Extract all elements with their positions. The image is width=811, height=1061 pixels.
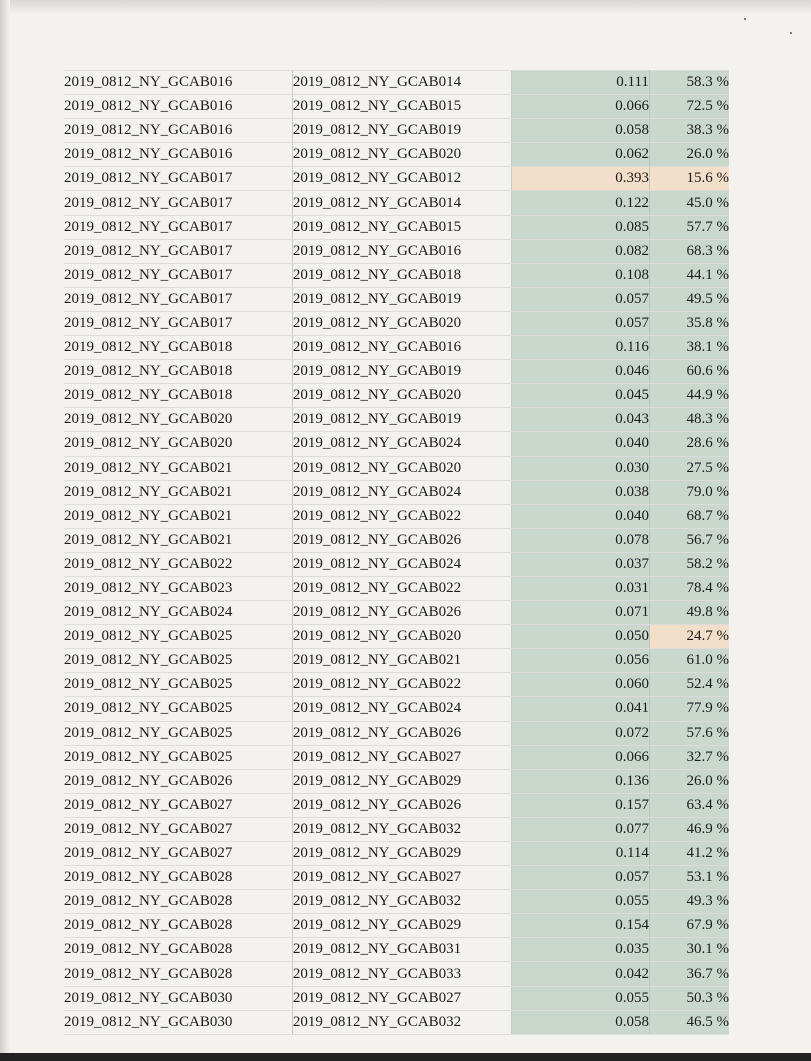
percentage-cell: 49.3 %: [649, 890, 729, 914]
table-row: [64, 625, 729, 649]
sample-b-cell: 2019_0812_NY_GCAB015: [292, 95, 512, 119]
percentage-cell: 53.1 %: [649, 866, 729, 890]
sample-b-cell: 2019_0812_NY_GCAB018: [292, 263, 512, 287]
table-row: [64, 938, 729, 962]
table-row: [64, 480, 729, 504]
sample-a-cell: 2019_0812_NY_GCAB017: [64, 287, 292, 311]
sample-a-cell: 2019_0812_NY_GCAB016: [64, 71, 292, 95]
distance-value-cell: 0.056: [512, 649, 650, 673]
table-row: [64, 504, 729, 528]
sample-a-cell: 2019_0812_NY_GCAB018: [64, 384, 292, 408]
distance-value-cell: 0.058: [512, 1010, 650, 1034]
scan-edge-bottom: [0, 1053, 811, 1061]
distance-value-cell: 0.066: [512, 95, 650, 119]
sample-a-cell: 2019_0812_NY_GCAB024: [64, 601, 292, 625]
table-row: [64, 721, 729, 745]
percentage-cell: 46.9 %: [649, 817, 729, 841]
sample-b-cell: 2019_0812_NY_GCAB032: [292, 890, 512, 914]
sample-b-cell: 2019_0812_NY_GCAB020: [292, 384, 512, 408]
sample-b-cell: 2019_0812_NY_GCAB021: [292, 649, 512, 673]
sample-b-cell: 2019_0812_NY_GCAB029: [292, 842, 512, 866]
percentage-cell: 57.7 %: [649, 215, 729, 239]
distance-value-cell: 0.085: [512, 215, 650, 239]
table-row: [64, 239, 729, 263]
distance-value-cell: 0.082: [512, 239, 650, 263]
sample-a-cell: 2019_0812_NY_GCAB027: [64, 793, 292, 817]
percentage-cell: 38.1 %: [649, 336, 729, 360]
sample-b-cell: 2019_0812_NY_GCAB012: [292, 167, 512, 191]
percentage-cell: 32.7 %: [649, 745, 729, 769]
scan-speck: [744, 18, 746, 20]
distance-value-cell: 0.037: [512, 552, 650, 576]
distance-value-cell: 0.055: [512, 986, 650, 1010]
sample-a-cell: 2019_0812_NY_GCAB025: [64, 673, 292, 697]
sample-b-cell: 2019_0812_NY_GCAB020: [292, 143, 512, 167]
sample-a-cell: 2019_0812_NY_GCAB018: [64, 336, 292, 360]
percentage-cell: 68.3 %: [649, 239, 729, 263]
sample-a-cell: 2019_0812_NY_GCAB021: [64, 456, 292, 480]
sample-b-cell: 2019_0812_NY_GCAB019: [292, 287, 512, 311]
sample-a-cell: 2019_0812_NY_GCAB028: [64, 938, 292, 962]
sample-b-cell: 2019_0812_NY_GCAB020: [292, 625, 512, 649]
table-row: [64, 71, 729, 95]
table-row: [64, 119, 729, 143]
sample-a-cell: 2019_0812_NY_GCAB017: [64, 311, 292, 335]
distance-value-cell: 0.077: [512, 817, 650, 841]
percentage-cell: 49.5 %: [649, 287, 729, 311]
table-row: [64, 167, 729, 191]
sample-b-cell: 2019_0812_NY_GCAB026: [292, 601, 512, 625]
percentage-cell: 48.3 %: [649, 408, 729, 432]
percentage-cell: 30.1 %: [649, 938, 729, 962]
distance-value-cell: 0.114: [512, 842, 650, 866]
distance-value-cell: 0.030: [512, 456, 650, 480]
sample-a-cell: 2019_0812_NY_GCAB016: [64, 95, 292, 119]
sample-b-cell: 2019_0812_NY_GCAB026: [292, 721, 512, 745]
sample-a-cell: 2019_0812_NY_GCAB025: [64, 721, 292, 745]
distance-value-cell: 0.157: [512, 793, 650, 817]
distance-value-cell: 0.060: [512, 673, 650, 697]
table-row: [64, 673, 729, 697]
sample-b-cell: 2019_0812_NY_GCAB022: [292, 504, 512, 528]
table-row: [64, 384, 729, 408]
distance-value-cell: 0.111: [512, 71, 650, 95]
sample-b-cell: 2019_0812_NY_GCAB024: [292, 432, 512, 456]
distance-value-cell: 0.038: [512, 480, 650, 504]
distance-value-cell: 0.031: [512, 576, 650, 600]
percentage-cell: 46.5 %: [649, 1010, 729, 1034]
sample-a-cell: 2019_0812_NY_GCAB021: [64, 528, 292, 552]
comparison-table: [64, 70, 729, 1035]
percentage-cell: 72.5 %: [649, 95, 729, 119]
distance-value-cell: 0.078: [512, 528, 650, 552]
sample-b-cell: 2019_0812_NY_GCAB026: [292, 793, 512, 817]
distance-value-cell: 0.055: [512, 890, 650, 914]
sample-a-cell: 2019_0812_NY_GCAB025: [64, 697, 292, 721]
sample-b-cell: 2019_0812_NY_GCAB019: [292, 408, 512, 432]
sample-b-cell: 2019_0812_NY_GCAB019: [292, 360, 512, 384]
table-row: [64, 456, 729, 480]
percentage-cell: 44.1 %: [649, 263, 729, 287]
sample-b-cell: 2019_0812_NY_GCAB020: [292, 311, 512, 335]
table-row: [64, 890, 729, 914]
percentage-cell: 61.0 %: [649, 649, 729, 673]
distance-value-cell: 0.045: [512, 384, 650, 408]
distance-value-cell: 0.108: [512, 263, 650, 287]
table-row: [64, 866, 729, 890]
sample-a-cell: 2019_0812_NY_GCAB025: [64, 649, 292, 673]
table-row: [64, 311, 729, 335]
sample-b-cell: 2019_0812_NY_GCAB033: [292, 962, 512, 986]
percentage-cell: 58.2 %: [649, 552, 729, 576]
percentage-cell: 15.6 %: [649, 167, 729, 191]
percentage-cell: 24.7 %: [649, 625, 729, 649]
scan-edge-top: [0, 0, 811, 14]
table-row: [64, 697, 729, 721]
scan-edge-left: [0, 0, 10, 1061]
table-row: [64, 191, 729, 215]
sample-a-cell: 2019_0812_NY_GCAB017: [64, 263, 292, 287]
sample-a-cell: 2019_0812_NY_GCAB017: [64, 215, 292, 239]
percentage-cell: 49.8 %: [649, 601, 729, 625]
percentage-cell: 26.0 %: [649, 769, 729, 793]
table-row: [64, 552, 729, 576]
distance-value-cell: 0.393: [512, 167, 650, 191]
percentage-cell: 56.7 %: [649, 528, 729, 552]
distance-value-cell: 0.136: [512, 769, 650, 793]
distance-value-cell: 0.035: [512, 938, 650, 962]
table-row: [64, 576, 729, 600]
sample-a-cell: 2019_0812_NY_GCAB018: [64, 360, 292, 384]
sample-b-cell: 2019_0812_NY_GCAB029: [292, 914, 512, 938]
sample-a-cell: 2019_0812_NY_GCAB021: [64, 504, 292, 528]
distance-value-cell: 0.040: [512, 504, 650, 528]
sample-b-cell: 2019_0812_NY_GCAB032: [292, 1010, 512, 1034]
sample-a-cell: 2019_0812_NY_GCAB030: [64, 986, 292, 1010]
sample-a-cell: 2019_0812_NY_GCAB028: [64, 962, 292, 986]
sample-a-cell: 2019_0812_NY_GCAB020: [64, 432, 292, 456]
sample-a-cell: 2019_0812_NY_GCAB016: [64, 143, 292, 167]
percentage-cell: 52.4 %: [649, 673, 729, 697]
percentage-cell: 79.0 %: [649, 480, 729, 504]
percentage-cell: 57.6 %: [649, 721, 729, 745]
table-row: [64, 336, 729, 360]
table-row: [64, 528, 729, 552]
sample-b-cell: 2019_0812_NY_GCAB019: [292, 119, 512, 143]
sample-a-cell: 2019_0812_NY_GCAB021: [64, 480, 292, 504]
distance-value-cell: 0.057: [512, 311, 650, 335]
table-row: [64, 649, 729, 673]
percentage-cell: 60.6 %: [649, 360, 729, 384]
table-row: [64, 408, 729, 432]
distance-value-cell: 0.042: [512, 962, 650, 986]
table-row: [64, 1010, 729, 1034]
sample-b-cell: 2019_0812_NY_GCAB027: [292, 986, 512, 1010]
table-row: [64, 817, 729, 841]
sample-b-cell: 2019_0812_NY_GCAB031: [292, 938, 512, 962]
sample-a-cell: 2019_0812_NY_GCAB030: [64, 1010, 292, 1034]
percentage-cell: 68.7 %: [649, 504, 729, 528]
comparison-table-body: [64, 71, 729, 1035]
sample-a-cell: 2019_0812_NY_GCAB017: [64, 239, 292, 263]
table-row: [64, 769, 729, 793]
sample-a-cell: 2019_0812_NY_GCAB026: [64, 769, 292, 793]
percentage-cell: 45.0 %: [649, 191, 729, 215]
table-row: [64, 143, 729, 167]
sample-b-cell: 2019_0812_NY_GCAB016: [292, 336, 512, 360]
percentage-cell: 78.4 %: [649, 576, 729, 600]
distance-value-cell: 0.154: [512, 914, 650, 938]
percentage-cell: 63.4 %: [649, 793, 729, 817]
percentage-cell: 67.9 %: [649, 914, 729, 938]
percentage-cell: 28.6 %: [649, 432, 729, 456]
sample-b-cell: 2019_0812_NY_GCAB029: [292, 769, 512, 793]
distance-value-cell: 0.071: [512, 601, 650, 625]
percentage-cell: 58.3 %: [649, 71, 729, 95]
distance-value-cell: 0.046: [512, 360, 650, 384]
sample-b-cell: 2019_0812_NY_GCAB014: [292, 71, 512, 95]
distance-value-cell: 0.040: [512, 432, 650, 456]
distance-value-cell: 0.062: [512, 143, 650, 167]
sample-a-cell: 2019_0812_NY_GCAB016: [64, 119, 292, 143]
distance-value-cell: 0.041: [512, 697, 650, 721]
table-row: [64, 986, 729, 1010]
sample-b-cell: 2019_0812_NY_GCAB027: [292, 866, 512, 890]
distance-value-cell: 0.116: [512, 336, 650, 360]
table-row: [64, 432, 729, 456]
distance-value-cell: 0.043: [512, 408, 650, 432]
sample-a-cell: 2019_0812_NY_GCAB023: [64, 576, 292, 600]
table-row: [64, 793, 729, 817]
percentage-cell: 26.0 %: [649, 143, 729, 167]
sample-a-cell: 2019_0812_NY_GCAB025: [64, 625, 292, 649]
distance-value-cell: 0.072: [512, 721, 650, 745]
sample-a-cell: 2019_0812_NY_GCAB027: [64, 842, 292, 866]
table-row: [64, 95, 729, 119]
table-row: [64, 601, 729, 625]
sample-b-cell: 2019_0812_NY_GCAB026: [292, 528, 512, 552]
table-row: [64, 745, 729, 769]
percentage-cell: 50.3 %: [649, 986, 729, 1010]
table-row: [64, 263, 729, 287]
sample-a-cell: 2019_0812_NY_GCAB028: [64, 866, 292, 890]
table-row: [64, 842, 729, 866]
sample-a-cell: 2019_0812_NY_GCAB022: [64, 552, 292, 576]
sample-b-cell: 2019_0812_NY_GCAB014: [292, 191, 512, 215]
scan-speck: [790, 32, 792, 34]
percentage-cell: 44.9 %: [649, 384, 729, 408]
distance-value-cell: 0.057: [512, 287, 650, 311]
distance-value-cell: 0.066: [512, 745, 650, 769]
table-row: [64, 914, 729, 938]
sample-b-cell: 2019_0812_NY_GCAB016: [292, 239, 512, 263]
sample-b-cell: 2019_0812_NY_GCAB024: [292, 552, 512, 576]
sample-a-cell: 2019_0812_NY_GCAB027: [64, 817, 292, 841]
sample-a-cell: 2019_0812_NY_GCAB028: [64, 890, 292, 914]
distance-value-cell: 0.122: [512, 191, 650, 215]
percentage-cell: 41.2 %: [649, 842, 729, 866]
sample-b-cell: 2019_0812_NY_GCAB024: [292, 697, 512, 721]
sample-b-cell: 2019_0812_NY_GCAB022: [292, 673, 512, 697]
percentage-cell: 36.7 %: [649, 962, 729, 986]
sample-b-cell: 2019_0812_NY_GCAB015: [292, 215, 512, 239]
sample-a-cell: 2019_0812_NY_GCAB017: [64, 167, 292, 191]
percentage-cell: 77.9 %: [649, 697, 729, 721]
sample-a-cell: 2019_0812_NY_GCAB017: [64, 191, 292, 215]
distance-value-cell: 0.050: [512, 625, 650, 649]
percentage-cell: 38.3 %: [649, 119, 729, 143]
sample-a-cell: 2019_0812_NY_GCAB028: [64, 914, 292, 938]
table-row: [64, 962, 729, 986]
percentage-cell: 35.8 %: [649, 311, 729, 335]
table-row: [64, 287, 729, 311]
sample-b-cell: 2019_0812_NY_GCAB024: [292, 480, 512, 504]
table-row: [64, 360, 729, 384]
distance-value-cell: 0.058: [512, 119, 650, 143]
sample-a-cell: 2019_0812_NY_GCAB025: [64, 745, 292, 769]
distance-value-cell: 0.057: [512, 866, 650, 890]
sample-b-cell: 2019_0812_NY_GCAB032: [292, 817, 512, 841]
sample-b-cell: 2019_0812_NY_GCAB027: [292, 745, 512, 769]
sample-a-cell: 2019_0812_NY_GCAB020: [64, 408, 292, 432]
sample-b-cell: 2019_0812_NY_GCAB020: [292, 456, 512, 480]
sample-b-cell: 2019_0812_NY_GCAB022: [292, 576, 512, 600]
percentage-cell: 27.5 %: [649, 456, 729, 480]
table-row: [64, 215, 729, 239]
